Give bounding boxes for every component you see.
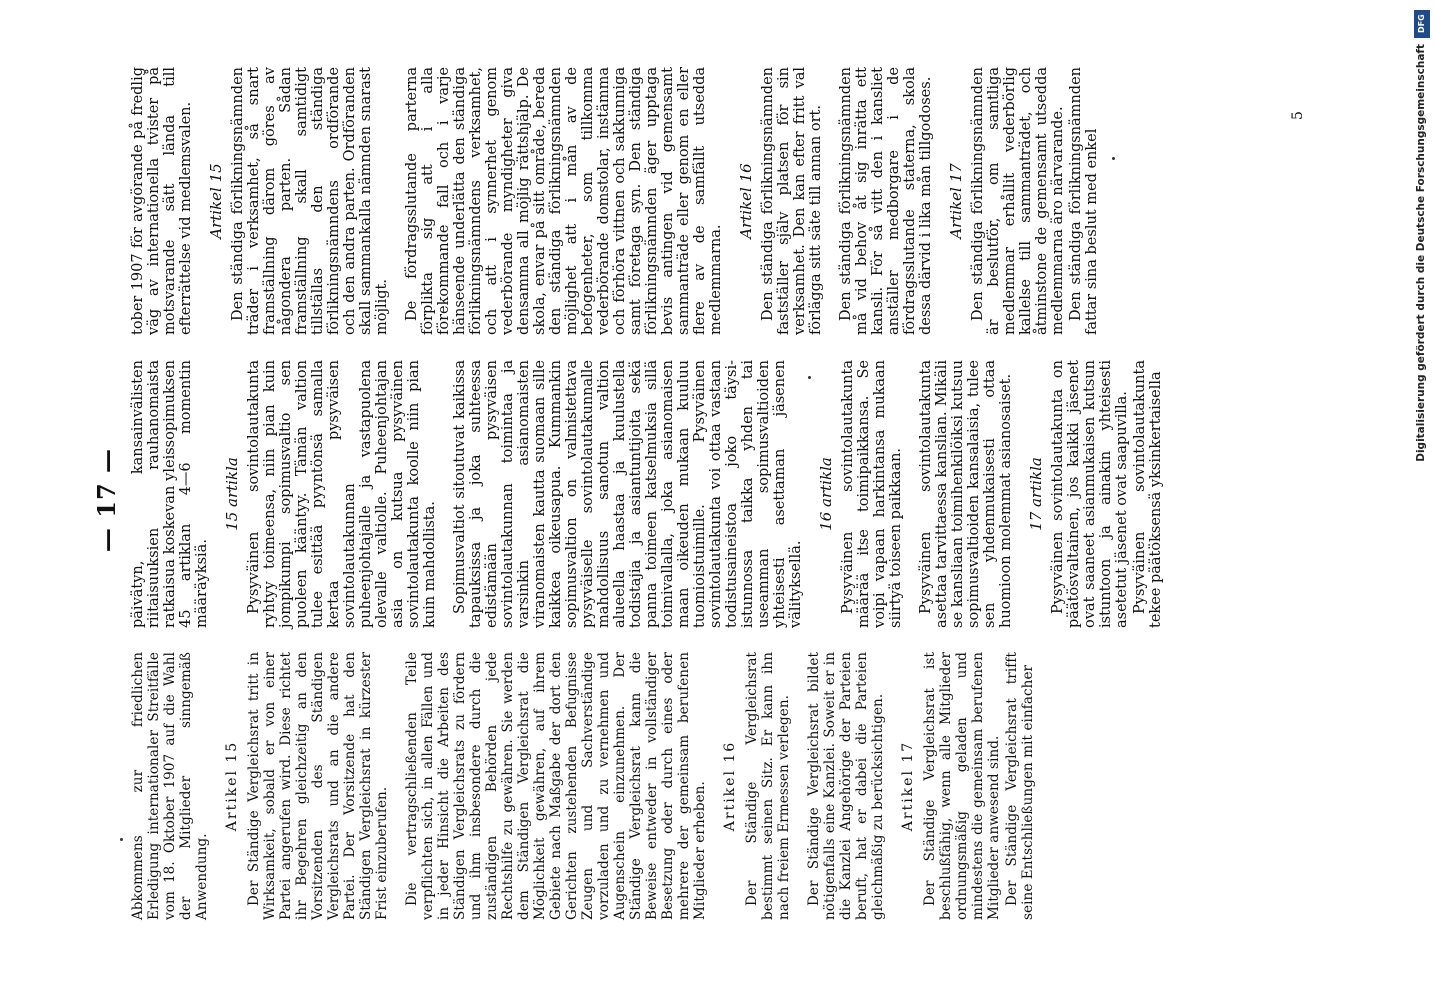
paragraph: Pysyväinen sovintolautakunta ryhtyy toimeensa, niin pian kuin jompikumpi sopimusvaltio sen puoleen kääntyy. Tämän valtion tulee esittää pyyntönsä samalla kertaa pysyväisen sovintolautakunnan puheenjohtajalle ja vastapuolena olevalle valtiolle. Puheenjohtajan asia on kutsua pysyväinen sovintolautakunta koolle niin pian kuin mahdollista. [246, 360, 438, 628]
section [722, 652, 792, 920]
paragraph: Die vertragschließenden Teile verpflichten sich, in allen Fällen und in jeder Hinsicht die Arbeiten des Ständigen Vergleichsrats zu fördern und ihm insbesondere durch die zuständigen Behörden jede Rechtshilfe zu gewähren. Sie werden dem Ständigen Vergleichsrat die Möglichkeit gewähren, auf ihrem Gebiete nach Maßgabe der dort den Gerichten zustehenden Befugnisse Zeugen und Sachverständige vorzuladen und zu vernehmen und Augenschein einzunehmen. Der Ständige Vergleichsrat kann die Beweise entweder in vollständiger Besetzung oder durch eines oder mehrere der gemeinsam berufenen Mitglieder erheben. [404, 652, 708, 920]
section [404, 652, 708, 920]
section [130, 360, 210, 628]
article-heading: Artikel 15 [224, 740, 240, 832]
section [1028, 360, 1164, 628]
dfg-logo: DFG [1414, 10, 1430, 38]
section [838, 67, 934, 335]
paragraph: Pysyväinen sovintolautakunta määrää itse toimipaikkansa. Se voipi vapaan harkintansa mukaan siirtyä toiseen paikkaan. [840, 360, 904, 628]
paragraph: Der Ständige Vergleichsrat trifft seine Entschließungen mit einfacher [1004, 652, 1036, 920]
section [918, 360, 1014, 628]
page-number: — 17 — [92, 447, 121, 553]
scan-speck [120, 838, 123, 841]
section [130, 652, 210, 920]
scan-speck [808, 376, 811, 379]
section [404, 67, 724, 335]
column-german [130, 652, 1036, 920]
section [948, 67, 1100, 335]
article-heading: 17 artikla [1027, 457, 1045, 531]
article-heading: Artikel 17 [900, 740, 916, 832]
section [224, 652, 390, 920]
digitization-watermark [1412, 10, 1432, 990]
paragraph: Den ständiga förlikningsnämnden träder i verksamhet, så snart framställning därom göres av någondera parten. Sådan framställning skall samtidigt tillställas den ständiga förlikningsnämndens ordförande och den andra parten. Ordföranden skall sammankalla nämnden snarast möjligt. [230, 67, 390, 335]
article-heading: Artikel 16 [737, 163, 755, 239]
column-finnish [130, 360, 1164, 628]
paragraph: tober 1907 för avgörande på fredlig väg av internationella tvister på motsvarande sätt lända till efterrättelse vid medlemsvalen. [130, 67, 194, 335]
paragraph: Den ständiga förlikningsnämnden är beslutför, om samtliga medlemmar erhållit vederbörlig kallelse till sammanträdet, och åtminstone de gemensamt utsedda medlemmarna äro närvarande. [970, 67, 1066, 335]
paragraph: päivätyn, kansainvälisten riitaisuuksien rauhanomaista ratkaisua koskevan yleissopimuksen 45 artiklan 4—6 momentin määräyksiä. [130, 360, 210, 628]
paragraph: Den ständiga förlikningsnämnden fattar sina beslut med enkel [1068, 67, 1100, 335]
section [208, 67, 390, 335]
section [738, 67, 824, 335]
paragraph: Der Ständige Vergleichsrat bestimmt seinen Sitz. Er kann ihn nach freiem Ermessen verlegen. [744, 652, 792, 920]
section [900, 652, 1036, 920]
column-swedish [130, 67, 1100, 335]
paragraph: Pysyväinen sovintolautakunta asettaa tarvittaessa kanslian. Mikäli se kansliaan toimihenkilöiksi kutsuu sopimusvaltioiden kansalaisia, tulee sen yhdenmukaisesti ottaa huomioon molemmat asianosaiset. [918, 360, 1014, 628]
paragraph: Der Ständige Vergleichsrat ist beschlußfähig, wenn alle Mitglieder ordnungsmäßig geladen und mindestens die gemeinsam berufenen Mitglieder anwesend sind. [922, 652, 1002, 920]
article-heading: 16 artikla [817, 457, 835, 531]
digitization-credit: Digitalisierung gefördert durch die Deutsche Forschungsgemeinschaft [1415, 44, 1427, 462]
paragraph: Den ständiga förlikningsnämnden fastställer själv platsen för sin verksamhet. Den kan efter fritt val förlägga sitt säte till annan ort. [760, 67, 824, 335]
paragraph: De fördragsslutande parterna förplikta sig att i alla förekommande fall och i varje hänseende underlätta den ständiga förlikningsnämndens verksamhet, och att i synnerhet genom vederbörande myndigheter giva densamma all möjlig rättshjälp. De skola, envar på sitt område, bereda den ständiga förlikningsnämnden möjlighet att i mån av de befogenheter, som tillkomma vederbörande domstolar, instämma och förhöra vittnen och sakkunniga samt företaga syn. Den ständiga förlikningsnämnden äger upptaga bevis antingen vid gemensamt sammanträde eller genom en eller flere av de samfällt utsedda medlemmarna. [404, 67, 724, 335]
folio-number: 5 [1290, 111, 1306, 120]
section [224, 360, 438, 628]
paragraph: Den ständiga förlikningsnämnden må vid behov åt sig inrätta ett kansli. För så vitt den i kansliet anställer medborgare i de fördragsslutande staterna, skola dessa därvid i lika mån tillgodoses. [838, 67, 934, 335]
paragraph: Pysyväinen sovintolautakunta on päätösvaltainen, jos kaikki jäsenet ovat saaneet asianmukaisen kutsun istuntoon ja ainakin yhteisesti asetetut jäsenet ovat saapuvilla. [1050, 360, 1130, 628]
scan-speck [1112, 157, 1115, 160]
section [452, 360, 804, 628]
article-heading: Artikel 16 [722, 740, 738, 832]
article-heading: Artikel 17 [947, 163, 965, 239]
section [818, 360, 904, 628]
section [130, 67, 194, 335]
paragraph: Abkommens zur friedlichen Erledigung internationaler Streitfälle vom 18. Oktober 1907 auf die Wahl der Mitglieder sinngemäß Anwendung. [130, 652, 210, 920]
paragraph: Der Ständige Vergleichsrat bildet nötigenfalls eine Kanzlei. Soweit er in die Kanzlei Angehörige der Parteien beruft, hat er dabei die Parteien gleichmäßig zu berücksichtigen. [806, 652, 886, 920]
paragraph: Der Ständige Vergleichsrat tritt in Wirksamkeit, sobald er von einer Partei angerufen wird. Diese richtet ihr Begehren gleichzeitig an den Vorsitzenden des Ständigen Vergleichsrats und an die andere Partei. Der Vorsitzende hat den Ständigen Vergleichsrat in kürzester Frist einzuberufen. [246, 652, 390, 920]
article-heading: 15 artikla [223, 457, 241, 531]
section [806, 652, 886, 920]
paragraph: Pysyväinen sovintolautakunta tekee päätöksensä yksinkertaisella [1132, 360, 1164, 628]
paragraph: Sopimusvaltiot sitoutuvat kaikissa tapauksissa ja joka suhteessa edistämään pysyväisen sovintolautakunnan toimintaa ja varsinkin asianomaisten viranomaisten kautta suomaan sille kaikkea oikeusapua. Kummankin sopimusvaltion on valmistettava pysyväiselle sovintolautakunnalle mahdollisuus sanotun valtion alueella haastaa ja kuulustella todistajia ja asiantuntijoita sekä panna toimeen katselmuksia sillä toimivallalla, joka asianomaisen maan oikeuden mukaan kuuluu tuomioistuimille. Pysyväinen sovintolautakunta voi ottaa vastaan todistusaineistoa joko täysi-istunnossa taikka yhden tai useamman sopimusvaltioiden yhteisesti asettaman jäsenen välityksellä. [452, 360, 804, 628]
article-heading: Artikel 15 [207, 163, 225, 239]
